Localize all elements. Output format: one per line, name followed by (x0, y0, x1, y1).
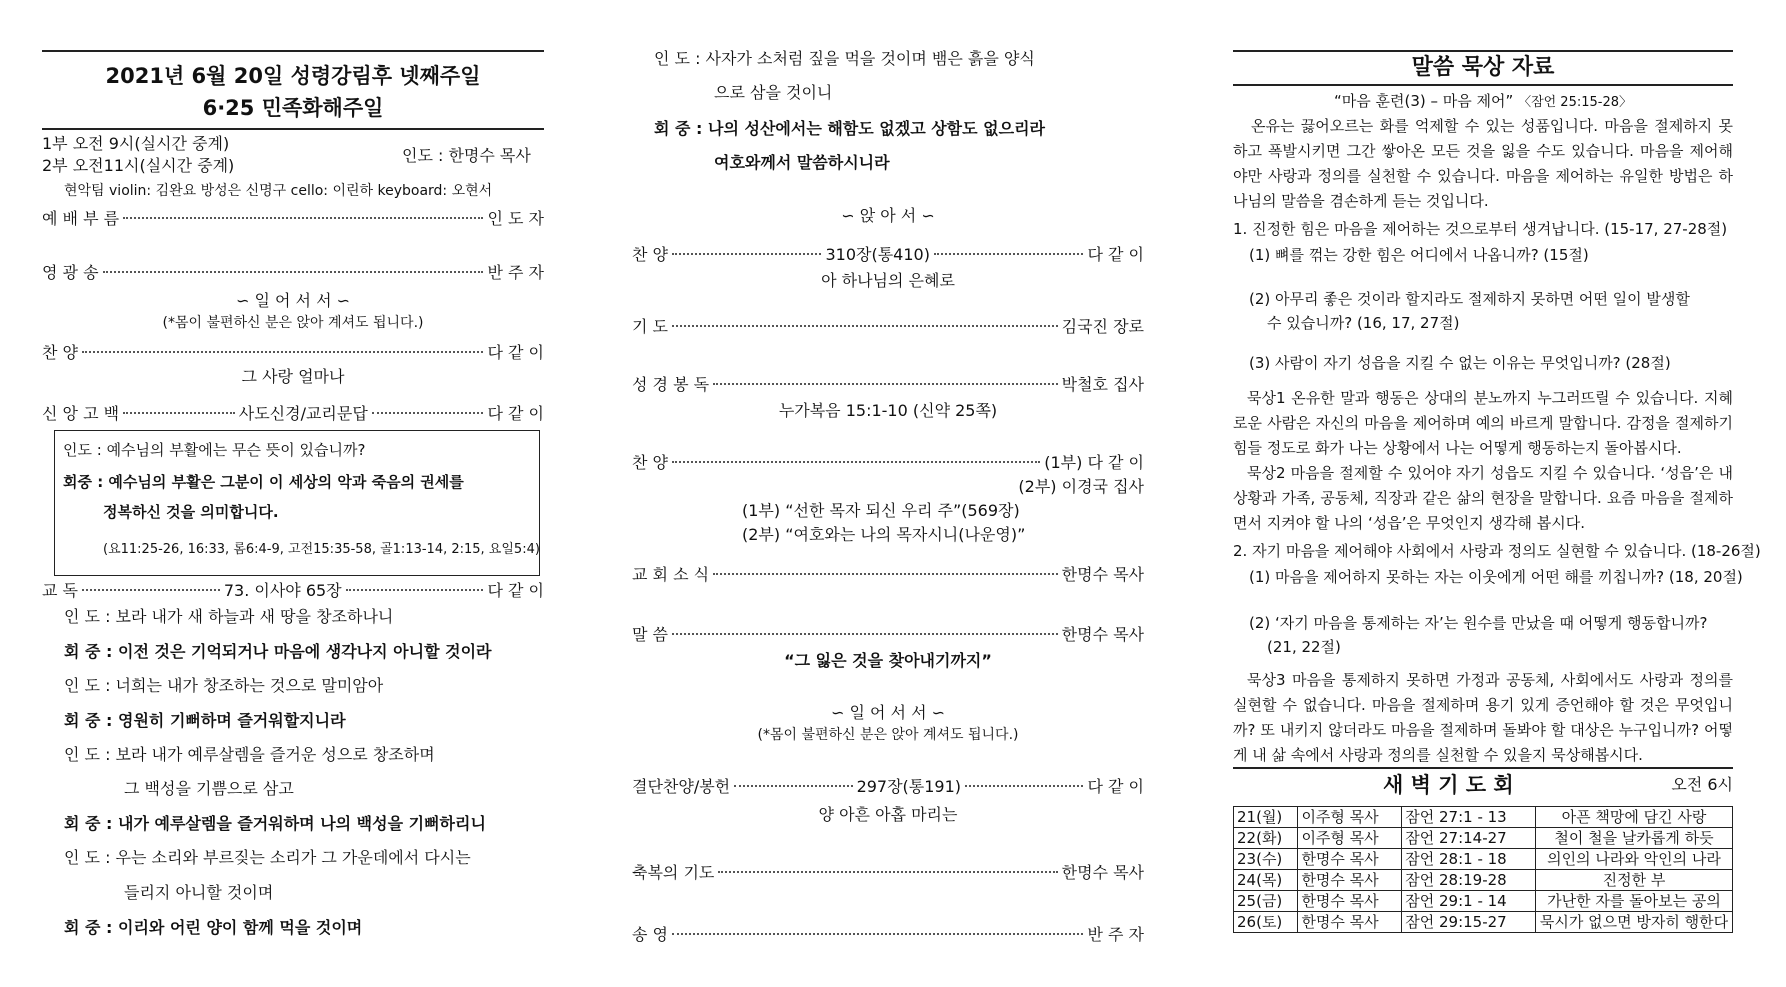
dawn-preacher: 한명수 목사 (1298, 870, 1402, 891)
hymn-title: 그 사랑 얼마나 (241, 367, 345, 386)
dot-leader (672, 325, 1058, 327)
order-mid: 297장(통191) (856, 777, 962, 796)
musicians: 현악팀 violin: 김완요 방성은 신명구 cello: 이린하 keyboard: 오현서 (64, 183, 493, 199)
dot-leader (672, 933, 1083, 935)
dawn-schedule-table (1233, 806, 1733, 933)
meditation-heading: 말씀 묵상 자료 (1411, 55, 1555, 80)
top-rule (42, 50, 544, 52)
dawn-preacher: 이주형 목사 (1298, 828, 1402, 849)
dawn-top-rule (1233, 767, 1733, 769)
dawn-topic: 가난한 자를 돌아보는 공의 (1536, 891, 1733, 912)
left-column (42, 0, 544, 987)
order-label: 성 경 봉 독 (632, 375, 710, 394)
responsive-line: 회 중 : 영원히 기뻐하며 즐거워할지니라 (64, 711, 346, 730)
dawn-day: 22(화) (1234, 828, 1298, 849)
dot-leader (123, 412, 235, 414)
dot-leader (734, 785, 852, 787)
scripture-reference: 누가복음 15:1-10 (신약 25쪽) (778, 401, 998, 420)
dawn-passage: 잠언 28:1 - 18 (1402, 849, 1536, 870)
order-hymn (42, 342, 544, 364)
service-time-1: 1부 오전 9시(실시간 중계) (42, 134, 230, 153)
responsive-line: 회 중 : 이리와 어린 양이 함께 먹을 것이며 (64, 918, 363, 937)
order-label: 찬 양 (632, 453, 668, 472)
order-person: 반 주 자 (487, 263, 544, 282)
order-mid: 사도신경/교리문답 (238, 404, 368, 423)
order-mid: 73. 이사야 65장 (223, 581, 342, 600)
order-person: 다 같 이 (487, 581, 545, 600)
dot-leader (713, 383, 1058, 385)
order-hymn (632, 244, 1144, 266)
anthem-title-1: (1부) “선한 목자 되신 우리 주”(569장) (742, 501, 1020, 520)
dawn-topic: 아픈 책망에 담긴 사랑 (1536, 807, 1733, 828)
table-row (1234, 849, 1733, 870)
dot-leader (82, 589, 220, 591)
point-1: 1. 진정한 힘은 마음을 제어하는 것으로부터 생겨납니다. (15-17, 27-28절) (1233, 220, 1728, 238)
dot-leader (672, 253, 821, 255)
responsive-line: 으로 삼을 것이니 (714, 83, 833, 102)
order-label: 찬 양 (632, 245, 668, 264)
order-mid: 310장(통410) (825, 245, 930, 264)
table-row (1234, 870, 1733, 891)
dot-leader (965, 785, 1083, 787)
dot-leader (672, 461, 1040, 463)
order-prayer (632, 316, 1144, 338)
order-closing-hymn (632, 776, 1144, 798)
catechism-box (54, 430, 540, 576)
stand-note: (*몸이 불편하신 분은 앉아 계셔도 됩니다.) (162, 315, 424, 331)
dot-leader (346, 589, 484, 591)
stand-instruction: ∽ 일 어 서 서 ∽ (235, 291, 351, 310)
question-cont: (21, 22절) (1267, 638, 1341, 656)
order-person: (1부) 다 같 이 (1044, 453, 1144, 472)
dawn-passage: 잠언 29:1 - 14 (1402, 891, 1536, 912)
order-person: 인 도 자 (487, 209, 544, 228)
table-row (1234, 912, 1733, 933)
dawn-preacher: 이주형 목사 (1298, 807, 1402, 828)
intro-paragraph: 온유는 끓어오르는 화를 억제할 수 있는 성품입니다. 마음을 절제하지 못하고 폭발시키면 그간 쌓아온 모든 것을 잃을 수도 있습니다. 마음을 제어해야만 사랑과 정의를 실천할 수 있습니다. 마음을 제어하는 유일한 방법은 하나님의 말씀을 겸손하게 듣는 것입니다. (1233, 117, 1733, 210)
order-announcements (632, 564, 1144, 586)
order-postlude (632, 924, 1144, 946)
responsive-line: 그 백성을 기쁨으로 삼고 (124, 779, 294, 798)
responsive-line: 인 도 : 보라 내가 새 하늘과 새 땅을 창조하나니 (64, 607, 394, 626)
meditation-2: 묵상2 마음을 절제할 수 있어야 자기 성읍도 지킬 수 있습니다. ‘성읍’은 내 상황과 가족, 공동체, 직장과 같은 삶의 현장을 말합니다. 요즘 마음을 절제하면서 지켜야 할 나의 ‘성읍’은 무엇인지 생각해 봅시다. (1233, 464, 1733, 532)
order-label: 교 독 (42, 581, 78, 600)
dot-leader (934, 253, 1083, 255)
table-row (1234, 828, 1733, 849)
responsive-line: 회 중 : 내가 예루살렘을 즐거워하며 나의 백성을 기뻐하리니 (64, 814, 486, 833)
responsive-line: 들리지 아니할 것이며 (124, 883, 274, 902)
question: (1) 뼈를 꺾는 강한 힘은 어디에서 나옵니까? (15절) (1249, 246, 1589, 264)
dawn-preacher: 한명수 목사 (1298, 891, 1402, 912)
dawn-day: 24(목) (1234, 870, 1298, 891)
dawn-topic: 묵시가 없으면 방자히 행한다 (1536, 912, 1733, 933)
meditation-3: 묵상3 마음을 통제하지 못하면 가정과 공동체, 사회에서도 사랑과 정의를 실현할 수 없습니다. 마음을 절제하며 용기 있게 증언해야 할 것은 무엇입니까? 또 내키지 않더라도 마음을 절제하며 돌봐야 할 대상은 누구입니까? 어떻게 내 삶 속에서 사랑과 정의를 실천할 수 있을지 묵상해봅시다. (1233, 671, 1733, 764)
dawn-topic: 철이 철을 날카롭게 하듯 (1536, 828, 1733, 849)
order-person: 한명수 목사 (1061, 565, 1144, 584)
dawn-passage: 잠언 28:19-28 (1402, 870, 1536, 891)
order-label: 영 광 송 (42, 263, 99, 282)
responsive-line: 회 중 : 이전 것은 기억되거나 마음에 생각나지 아니할 것이라 (64, 642, 492, 661)
order-label: 교 회 소 식 (632, 565, 710, 584)
question-cont: 수 있습니까? (16, 17, 27절) (1267, 314, 1460, 332)
dawn-passage: 잠언 27:1 - 13 (1402, 807, 1536, 828)
dot-leader (718, 871, 1057, 873)
dawn-preacher: 한명수 목사 (1298, 849, 1402, 870)
dawn-day: 21(월) (1234, 807, 1298, 828)
dawn-topic: 진정한 부 (1536, 870, 1733, 891)
middle-column (632, 0, 1144, 987)
sermon-title: “그 잃은 것을 찾아내기까지” (784, 651, 992, 670)
order-label: 신 앙 고 백 (42, 404, 120, 423)
responsive-line: 여호와께서 말씀하시니라 (714, 153, 890, 172)
dawn-day: 23(수) (1234, 849, 1298, 870)
order-label: 결단찬양/봉헌 (632, 777, 731, 796)
catechism-answer-cont: 정복하신 것을 의미합니다. (103, 503, 279, 521)
order-gloria (42, 262, 544, 284)
point-2: 2. 자기 마음을 제어해야 사회에서 사랑과 정의도 실현할 수 있습니다. (18-26절) (1233, 542, 1761, 560)
dot-leader (123, 217, 483, 219)
order-label: 송 영 (632, 925, 668, 944)
responsive-line: 인 도 : 우는 소리와 부르짖는 소리가 그 가운데에서 다시는 (64, 848, 471, 867)
table-row (1234, 891, 1733, 912)
responsive-line: 인 도 : 보라 내가 예루살렘을 즐거운 성으로 창조하며 (64, 745, 435, 764)
dot-leader (713, 573, 1058, 575)
order-anthem (632, 452, 1144, 474)
stand-instruction: ∽ 일 어 서 서 ∽ (830, 703, 946, 722)
subtitle-reference: 〈잠언 25:15-28〉 (1518, 95, 1633, 110)
responsive-line: 인 도 : 사자가 소처럼 짚을 먹을 것이며 뱀은 흙을 양식 (654, 49, 1035, 68)
order-call-to-worship (42, 208, 544, 230)
anthem-person-2: (2부) 이경국 집사 (1018, 477, 1144, 496)
question: (2) 아무리 좋은 것이라 할지라도 절제하지 못하면 어떤 일이 발생할 (1249, 290, 1690, 308)
dawn-topic: 의인의 나라와 악인의 나라 (1536, 849, 1733, 870)
order-label: 말 씀 (632, 625, 668, 644)
meditation-1: 묵상1 온유한 말과 행동은 상대의 분노까지 누그러뜨릴 수 있습니다. 지혜로운 사람은 자신의 마음을 제어하며 예의 바르게 말합니다. 감정을 절제하기 힘들 정도로 화가 나는 상황에서 나는 어떻게 행동하는지 돌아봅시다. (1233, 389, 1733, 457)
order-label: 기 도 (632, 317, 668, 336)
order-scripture (632, 374, 1144, 396)
order-person: 한명수 목사 (1061, 625, 1144, 644)
dot-leader (372, 412, 484, 414)
order-person: 반 주 자 (1087, 925, 1144, 944)
dawn-passage: 잠언 29:15-27 (1402, 912, 1536, 933)
question: (3) 사람이 자기 성읍을 지킬 수 없는 이유는 무엇입니까? (28절) (1249, 354, 1671, 372)
stand-note: (*몸이 불편하신 분은 앉아 계셔도 됩니다.) (757, 727, 1019, 743)
service-time-2: 2부 오전11시(실시간 중계) (42, 156, 235, 175)
meditation-subtitle (1233, 90, 1733, 114)
subtitle-text: “마음 훈련(3) – 마음 제어” (1333, 92, 1514, 110)
order-sermon (632, 624, 1144, 646)
hymn-title: 아 하나님의 은혜로 (821, 271, 955, 290)
order-person: 김국진 장로 (1061, 317, 1144, 336)
order-person: 다 같 이 (487, 404, 544, 423)
closing-hymn-title: 양 아흔 아홉 마리는 (818, 805, 958, 824)
dot-leader (82, 351, 483, 353)
order-responsive-reading (42, 580, 544, 602)
heading-bottom-rule (1233, 84, 1733, 86)
dot-leader (103, 271, 484, 273)
dawn-day: 25(금) (1234, 891, 1298, 912)
order-benediction (632, 862, 1144, 884)
bulletin-subtitle: 6·25 민족화해주일 (202, 96, 384, 120)
dawn-preacher: 한명수 목사 (1298, 912, 1402, 933)
title-rule (42, 128, 544, 130)
order-label: 축복의 기도 (632, 863, 715, 882)
order-person: 다 같 이 (487, 343, 544, 362)
bulletin-title: 2021년 6월 20일 성령강림후 넷째주일 (105, 64, 481, 88)
worship-leader: 인도 : 한명수 목사 (402, 146, 531, 165)
order-label: 찬 양 (42, 343, 78, 362)
heading-top-rule (1233, 50, 1733, 52)
catechism-answer: 회중 : 예수님의 부활은 그분이 이 세상의 악과 죽음의 권세를 (63, 473, 464, 491)
responsive-line: 회 중 : 나의 성산에서는 해함도 없겠고 상함도 없으리라 (654, 119, 1045, 138)
right-column (1233, 0, 1761, 987)
order-person: 다 같 이 (1087, 245, 1144, 264)
dawn-schedule (1233, 806, 1733, 933)
dawn-prayer-time: 오전 6시 (1671, 775, 1733, 794)
order-person: 박철호 집사 (1061, 375, 1144, 394)
catechism-question: 인도 : 예수님의 부활에는 무슨 뜻이 있습니까? (63, 441, 366, 459)
sit-instruction: ∽ 앉 아 서 ∽ (841, 206, 935, 225)
order-person: 다 같 이 (1087, 777, 1145, 796)
order-person: 한명수 목사 (1061, 863, 1144, 882)
responsive-line: 인 도 : 너희는 내가 창조하는 것으로 말미암아 (64, 676, 384, 695)
dawn-passage: 잠언 27:14-27 (1402, 828, 1536, 849)
catechism-references: (요11:25-26, 16:33, 롬6:4-9, 고전15:35-58, 골1:13-14, 2:15, 요일5:4) (103, 542, 540, 557)
dawn-prayer-title: 새 벽 기 도 회 (1383, 773, 1514, 797)
question: (1) 마음을 제어하지 못하는 자는 이웃에게 어떤 해를 끼칩니까? (18, 20절) (1249, 568, 1743, 586)
anthem-title-2: (2부) “여호와는 나의 목자시니(나운영)” (742, 525, 1026, 544)
order-label: 예 배 부 름 (42, 209, 120, 228)
dawn-day: 26(토) (1234, 912, 1298, 933)
question: (2) ‘자기 마음을 통제하는 자’는 원수를 만났을 때 어떻게 행동합니까? (1249, 614, 1708, 632)
table-row (1234, 807, 1733, 828)
dot-leader (672, 633, 1058, 635)
order-creed (42, 403, 544, 425)
